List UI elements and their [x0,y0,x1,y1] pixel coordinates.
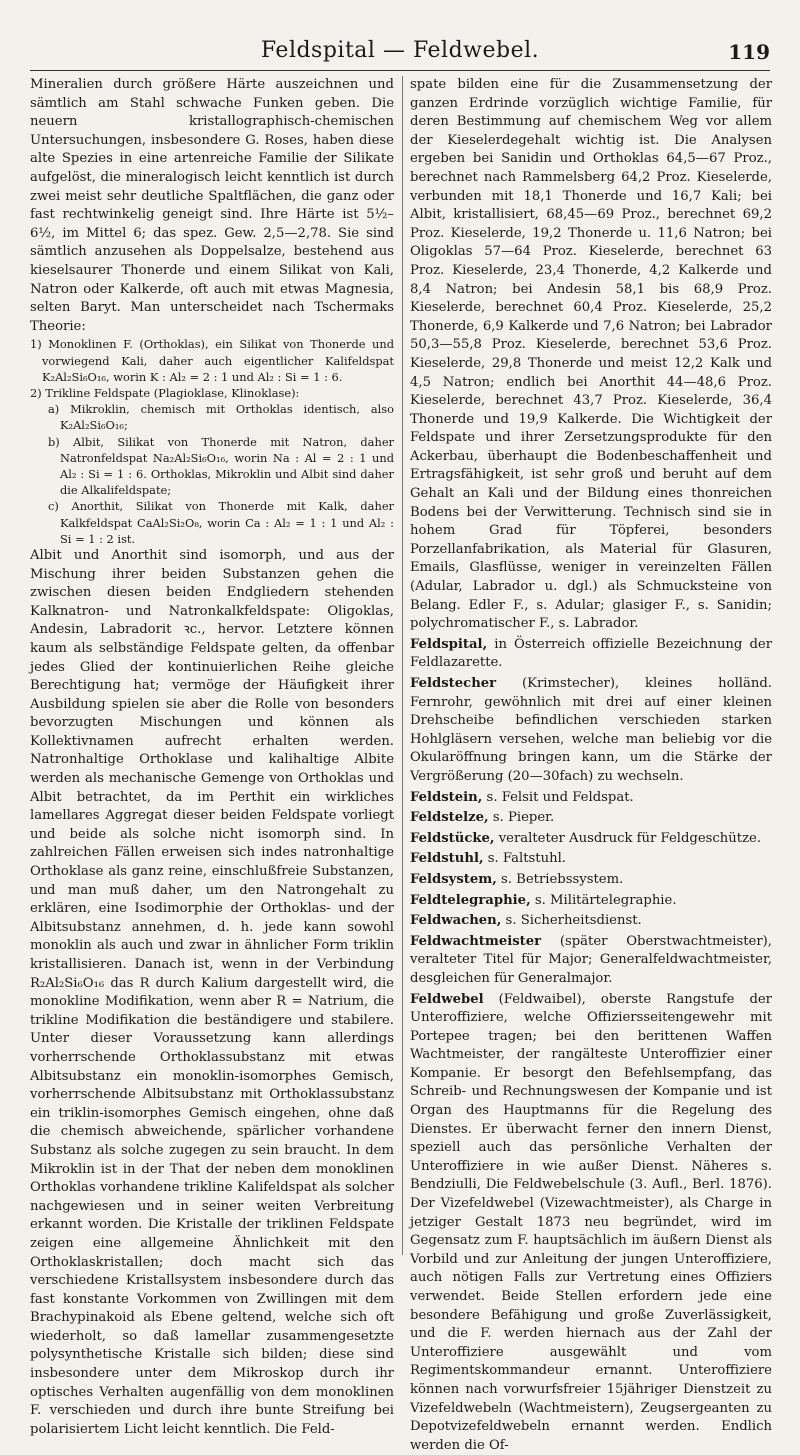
entry-headword: Feldwachtmeister [410,934,541,949]
entry-headword: Feldstecher [410,676,496,691]
entry-headword: Feldstücke, [410,831,495,846]
entry-text: s. Militärtelegraphie. [531,893,677,908]
entry-text: in Österreich offizielle Bezeichnung der Feldlazarette. [410,637,772,671]
dictionary-entry [410,830,772,849]
dictionary-entry [410,991,772,1455]
entry-text: s. Sicherheitsdienst. [501,913,641,928]
page-title: Feldspital — Feldwebel. [30,38,770,63]
list-subitem: a) Mikroklin, chemisch mit Orthoklas identisch, also K₂Al₂Si₆O₁₆; [30,401,394,433]
feldspat-classification-list [30,336,394,547]
feldspat-paragraph: Albit und Anorthit sind isomorph, und aus der Mischung ihrer beiden Substanzen gehen die zwischen diesen beiden Endgliedern stehenden Kalknatron- und Natronkalkfeldspate: Oligoklas, Andesin, Labradorit ꝛc., hervor. Letztere können kaum als selbständige Feldspate gelten, da offenbar jedes Glied der kontinuierlichen Reihe gleiche Berechtigung hat; vermöge der Häufigkeit ihrer Ausbildung spielen sie aber die Rolle von besonders bevorzugten Mischungen und können als Kollektivnamen aufrecht erhalten werden. Natronhaltige Orthoklase und kalihaltige Albite werden als mechanische Gemenge von Orthoklas und Albit betrachtet, da im Perthit ein wirkliches lamellares Aggregat dieser beiden Feldspate vorliegt und beide als solche nicht isomorph sind. In zahlreichen Fällen erweisen sich indes natronhaltige Orthoklase als ganz reine, einschlußfreie Substanzen, und man muß daher, um den Natrongehalt zu erklären, eine Isodimorphie der Orthoklas- und der Albitsubstanz annehmen, d. h. jede kann sowohl monoklin als auch und zwar in ähnlicher Form triklin kristallisieren. Danach ist, wenn in der Verbindung R₂Al₂Si₆O₁₆ das R durch Kalium dargestellt wird, die monokline Modifikation, wenn aber R = Natrium, die trikline Modifikation die beständigere und stabilere. Unter dieser Voraussetzung kann allerdings vorherrschende Orthoklassubstanz mit etwas Albitsubstanz ein monoklin-isomorphes Gemisch, vorherrschende Albitsubstanz mit Orthoklassubstanz ein triklin-isomorphes Gemisch eingehen, ohne daß die chemisch abweichende, spärlicher vorhandene Substanz als solche zugegen zu sein braucht. In dem Mikroklin ist in der That der neben dem monoklinen Orthoklas vorhandene trikline Kalifeldspat als solcher nachgewiesen und in seiner weiten Verbreitung erkannt worden. Die Kristalle der triklinen Feldspate zeigen eine allgemeine Ähnlichkeit mit den Orthoklaskristallen; doch macht sich das verschiedene Kristallsystem insbesondere durch das fast konstante Vorkommen von Zwillingen mit dem Brachypinakoid als Ebene geltend, welche sich oft wiederholt, so daß lamellar zusammengesetzte polysynthetische Kristalle sich bilden; diese sind insbesondere unter dem Mikroskop durch ihr optisches Verhalten augenfällig von dem monoklinen F. verschieden und durch ihre bunte Streifung bei polarisiertem Licht leicht kenntlich. Die Feld- [30,547,394,1440]
feldspat-paragraph: Mineralien durch größere Härte auszeichnen und sämtlich am Stahl schwache Funken geben. Die neuern kristallographisch-chemischen Untersuchungen, insbesondere G. Roses, haben diese alte Spezies in eine artenreiche Familie der Silikate aufgelöst, die mineralogisch leicht kenntlich ist durch zwei meist sehr deutliche Spaltflächen, die ganz oder fast rechtwinkelig geneigt sind. Ihre Härte ist 5½–6½, im Mittel 6; das spez. Gew. 2,5—2,78. Sie sind sämtlich anzusehen als Doppelsalze, bestehend aus kieselsaurer Thonerde und einem Silikat von Kali, Natron oder Kalkerde, oft auch mit etwas Magnesia, selten Baryt. Man unterscheidet nach Tschermaks Theorie: [30,76,394,336]
entry-text: (später Oberstwachtmeister), veralteter Titel für Major; Generalfeldwachtmeister, desgleichen für Generalmajor. [410,934,772,986]
feldspat-continuation: spate bilden eine für die Zusammensetzung der ganzen Erdrinde vorzüglich wichtige Familie, für deren Bestimmung auf chemischem Weg vor allem der Kieselerdegehalt wichtig ist. Die Analysen ergeben bei Sanidin und Orthoklas 64,5—67 Proz., berechnet nach Rammelsberg 64,2 Proz. Kieselerde, verbunden mit 18,1 Thonerde und 16,7 Kali; bei Albit, kristallisiert, 68,45—69 Proz., berechnet 69,2 Proz. Kieselerde, 19,2 Thonerde u. 11,6 Natron; bei Oligoklas 57—64 Proz. Kieselerde, berechnet 63 Proz. Kieselerde, 23,4 Thonerde, 4,2 Kalkerde und 8,4 Natron; bei Andesin 58,1 bis 68,9 Proz. Kieselerde, berechnet 60,4 Proz. Kieselerde, 25,2 Thonerde, 6,9 Kalkerde und 7,6 Natron; bei Labrador 50,3—55,8 Proz. Kieselerde, berechnet 53,6 Proz. Kieselerde, 29,8 Thonerde und meist 12,2 Kalk und 4,5 Natron; endlich bei Anorthit 44—48,6 Proz. Kieselerde, berechnet 43,7 Proz. Kieselerde, 36,4 Thonerde und 19,9 Kalkerde. Die Wichtigkeit der Feldspate und ihrer Zersetzungsprodukte für den Ackerbau, überhaupt die Bodenbeschaffenheit und Ertragsfähigkeit, ist sehr groß und beruht auf dem Gehalt an Kali und der Bildung eines thonreichen Bodens bei der Verwitterung. Technisch sind sie in hohem Grad für Töpferei, besonders Porzellanfabrikation, als Material für Glasuren, Emails, Glasflüsse, weniger in vereinzelten Fällen (Adular, Labrador u. dgl.) als Schmucksteine von Belang. Edler F., s. Adular; glasiger F., s. Sanidin; polychromatischer F., s. Labrador. [410,76,772,634]
dictionary-entry [410,789,772,808]
entry-text: veralteter Ausdruck für Feldgeschütze. [495,831,762,846]
dictionary-entry [410,675,772,787]
dictionary-entry [410,933,772,989]
list-subitem: b) Albit, Silikat von Thonerde mit Natron, daher Natronfeldspat Na₂Al₂Si₆O₁₆, worin Na : Al = 2 : 1 und Al₂ : Si = 1 : 6. Orthoklas, Mikroklin und Albit sind daher die Alkalifeldspate; [30,434,394,499]
column-divider [402,76,403,1255]
entry-text: s. Betriebssystem. [497,872,623,887]
dictionary-entry [410,850,772,869]
list-item: 2) Trikline Feldspate (Plagioklase, Klinoklase): [30,385,394,401]
entry-text: s. Pieper. [489,810,555,825]
list-item: 1) Monoklinen F. (Orthoklas), ein Silikat von Thonerde und vorwiegend Kali, daher auch eigentlicher Kalifeldspat K₂Al₂Si₆O₁₆, worin K : Al₂ = 2 : 1 und Al₂ : Si = 1 : 6. [30,336,394,385]
dictionary-entry [410,912,772,931]
page-number: 119 [728,40,770,64]
dictionary-entry [410,636,772,673]
left-column [30,76,394,1255]
entry-text: s. Faltstuhl. [484,851,566,866]
entry-headword: Feldsystem, [410,872,497,887]
entry-headword: Feldstein, [410,790,482,805]
dictionary-entry [410,809,772,828]
entry-headword: Feldstuhl, [410,851,484,866]
dictionary-entry [410,892,772,911]
entry-text: s. Felsit und Feldspat. [482,790,633,805]
entry-headword: Feldwachen, [410,913,501,928]
dictionary-entry [410,871,772,890]
entry-headword: Feldwebel [410,992,484,1007]
right-column [410,76,772,1255]
entry-headword: Feldspital, [410,637,487,652]
entry-text: (Feldwaibel), oberste Rangstufe der Unteroffiziere, welche Offiziersseitengewehr mit Portepee tragen; bei den berittenen Waffen Wachtmeister, der rangälteste Unteroffizier einer Kompanie. Er besorgt den Befehlsempfang, das Schreib- und Rechnungswesen der Kompanie und ist Organ des Hauptmanns für die Regelung des Dienstes. Er überwacht ferner den innern Dienst, speziell auch das persönliche Verhalten der Unteroffiziere in wie außer Dienst. Näheres s. Bendziulli, Die Feldwebelschule (3. Aufl., Berl. 1876). Der Vizefeldwebel (Vizewachtmeister), als Charge in jetziger Gestalt 1873 neu begründet, wird im Gegensatz zum F. hauptsächlich im äußern Dienst als Vorbild und zur Anleitung der jungen Unteroffiziere, auch nötigen Falls zur Vertretung eines Offiziers verwendet. Beide Stellen erfordern jede eine besondere Befähigung und große Zuverlässigkeit, und die F. werden hiernach aus der Zahl der Unteroffiziere ausgewählt und vom Regimentskommandeur ernannt. Unteroffiziere können nach vorwurfsfreier 15jähriger Dienstzeit zu Vizefeldwebeln (Wachtmeistern), Zeugsergeanten zu Depotvizefeldwebeln ernannt werden. Endlich werden die Of- [410,992,772,1453]
entry-text: (Krimstecher), kleines holländ. Fernrohr, gewöhnlich mit drei auf einer kleinen Drehscheibe befindlichen verschieden starken Hohlgläsern versehen, welche man beliebig vor die Okularöffnung bringen kann, um die Stärke der Vergrößerung (20—30fach) zu wechseln. [410,676,772,784]
running-head [30,30,770,71]
entry-headword: Feldtelegraphie, [410,893,531,908]
list-subitem: c) Anorthit, Silikat von Thonerde mit Kalk, daher Kalkfeldspat CaAl₂Si₂O₈, worin Ca : Al₂ = 1 : 1 und Al₂ : Si = 1 : 2 ist. [30,498,394,547]
entry-list [410,636,772,1455]
entry-headword: Feldstelze, [410,810,489,825]
